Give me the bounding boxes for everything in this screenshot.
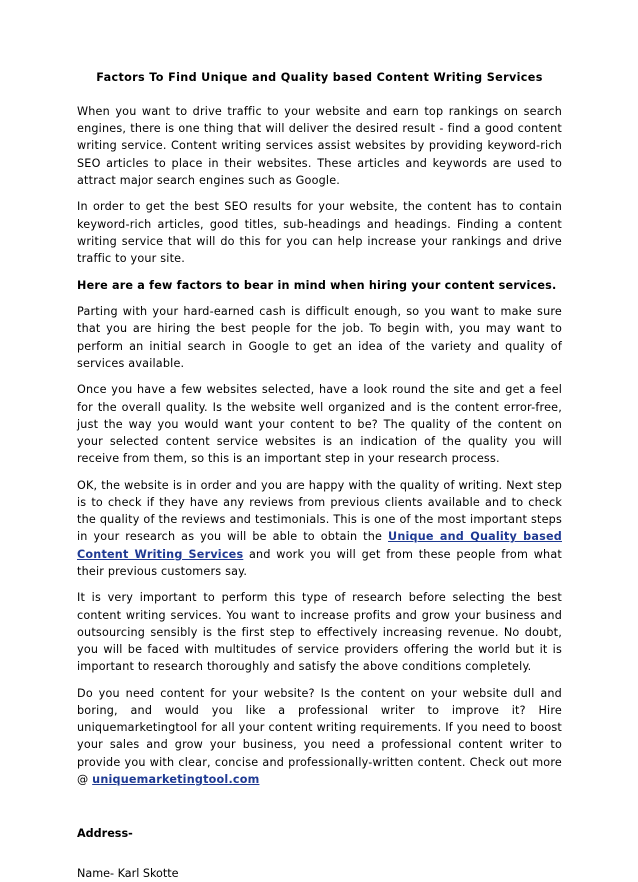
document-title: Factors To Find Unique and Quality based Content Writing Services (96, 71, 543, 84)
paragraph-hiring: Parting with your hard-earned cash is difficult enough, so you want to make sure that you are hiring the best people for the job. To begin with, you may want to perform an initial search in Google to get an idea of the variety and quality of services available. (77, 305, 562, 370)
paragraph-cta-text: Do you need content for your website? Is the content on your website dull and boring, and would you like a professional writer to improve it? Hire uniquemarketingtool for all your content writing requirements. If you need to boost your sales and grow your business, you need a professional content writer to provide you with clear, concise and professionally-written content. Check out more @ (77, 686, 562, 786)
section-heading: Here are a few factors to bear in mind when hiring your content services. (77, 278, 557, 292)
contact-name: Name- Karl Skotte (77, 867, 179, 881)
paragraph-call-to-action (77, 685, 562, 788)
paragraph-research: It is very important to perform this type of research before selecting the best content writing services. You want to increase profits and grow your business and outsourcing sensibly is the first step to effectively increasing revenue. No doubt, you will be faced with multitudes of service providers offering the world but it is important to research thoroughly and satisfy the above conditions completely. (77, 591, 562, 674)
paragraph-reviews-text-after: and work you will get from these people from what their previous customers say. (77, 547, 562, 578)
address-label: Address- (77, 827, 133, 841)
paragraph-seo-results: In order to get the best SEO results for your website, the content has to contain keyword-rich articles, good titles, sub-headings and headings. Finding a content writing service that will do this for you can help increase your rankings and drive traffic to your site. (77, 200, 562, 266)
website-link[interactable]: uniquemarketingtool.com (92, 772, 260, 786)
unique-quality-services-link[interactable]: Unique and Quality based Content Writing Services (77, 530, 562, 561)
paragraph-reviews-text-before: OK, the website is in order and you are happy with the quality of writing. Next step is to check if they have any reviews from previous clients available and to check the quality of the reviews and testimonials. This is one of the most important steps in your research as you will be able to obtain the (77, 478, 562, 544)
paragraph-quality: Once you have a few websites selected, have a look round the site and get a feel for the overall quality. Is the website well organized and is the content error-free, just the way you would want your content to be? The quality of the content on your selected content service websites is an indication of the quality you will receive from them, so this is an important step in your research process. (77, 383, 562, 466)
paragraph-reviews (77, 477, 562, 580)
paragraph-intro: When you want to drive traffic to your website and earn top rankings on search engines, there is one thing that will deliver the desired result - find a good content writing service. Content writing services assist websites by providing keyword-rich SEO articles to place in their websites. These articles and keywords are used to attract major search engines such as Google. (77, 105, 562, 187)
